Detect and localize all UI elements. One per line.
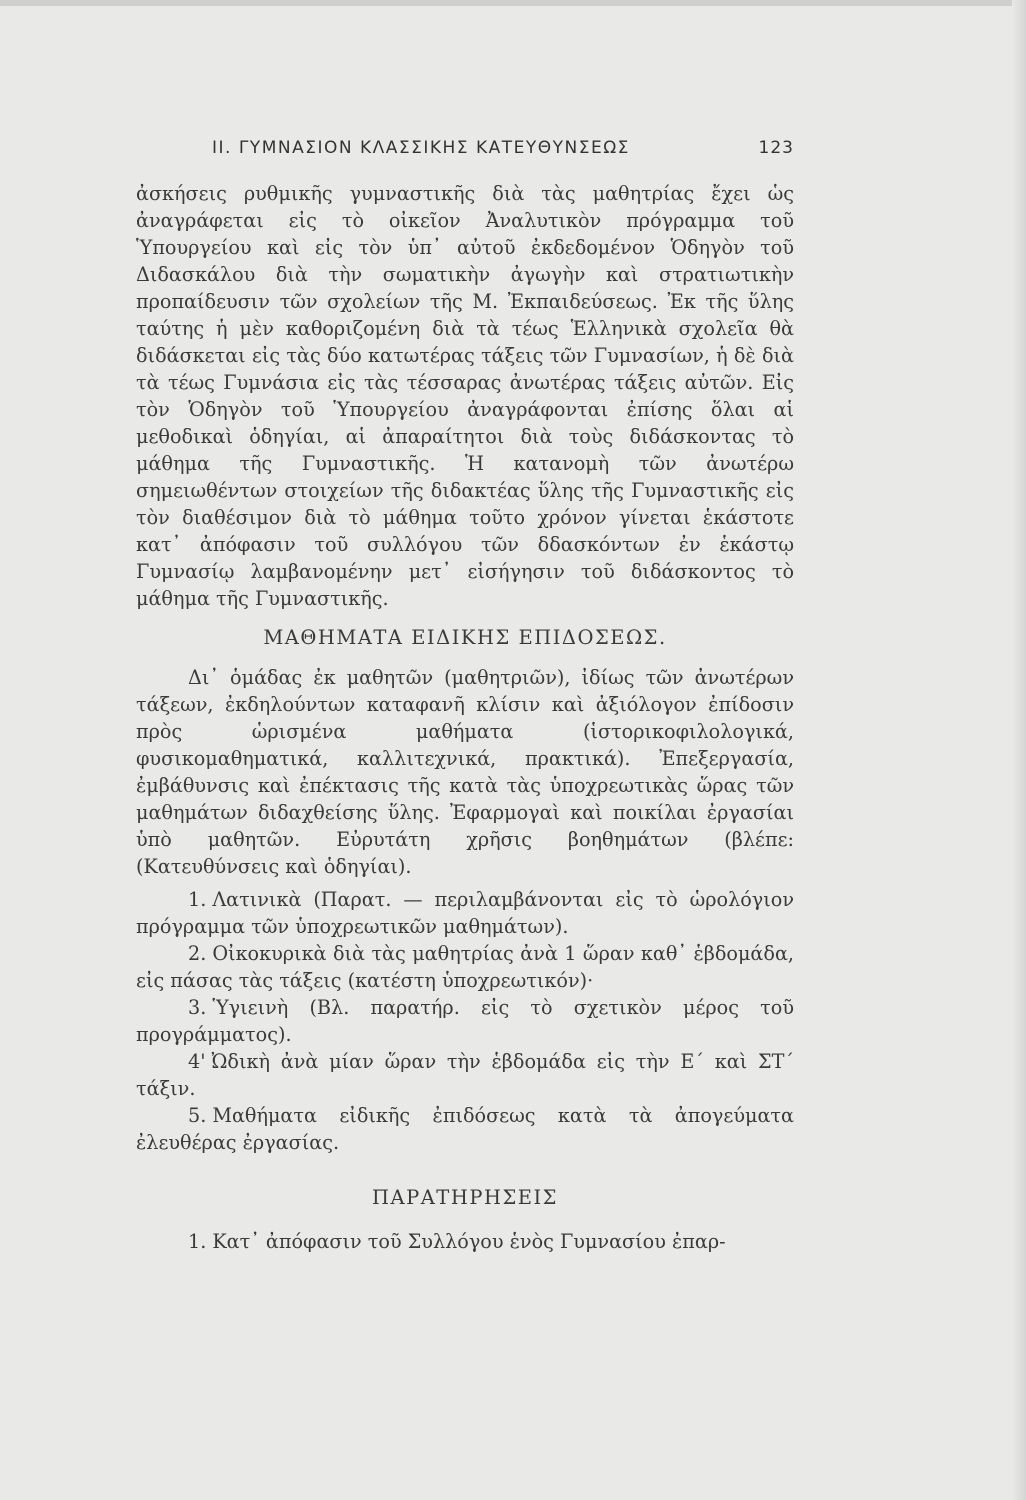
page-edge-top	[0, 0, 1026, 6]
list-item	[136, 1102, 794, 1156]
list-item	[136, 940, 794, 994]
list-item-text: Ὠδικὴ ἀνὰ μίαν ὥραν τὴν ἑβδομάδα εἰς τὴν Ε΄ καὶ ΣΤ΄ τάξιν.	[136, 1050, 794, 1100]
paragraph-physical-education: ἀσκήσεις ρυθμικῆς γυμναστικῆς διὰ τὰς μαθητρίας ἔχει ὡς ἀναγράφεται εἰς τὸ οἰκεῖον Ἀναλυτικὸν πρόγραμμα τοῦ Ὑπουργείου καὶ εἰς τὸν ὑπ᾽ αὐτοῦ ἐκδεδομένον Ὁδηγὸν τοῦ Διδασκάλου διὰ τὴν σωματικὴν ἀγωγὴν καὶ στρατιωτικὴν προπαίδευσιν τῶν σχολείων τῆς Μ. Ἐκπαιδεύσεως. Ἐκ τῆς ὕλης ταύτης ἡ μὲν καθοριζομένη διὰ τὰ τέως Ἑλληνικὰ σχολεῖα θὰ διδάσκεται εἰς τὰς δύο κατωτέρας τάξεις τῶν Γυμνασίων, ἡ δὲ διὰ τὰ τέως Γυμνάσια εἰς τὰς τέσσαρας ἀνωτέρας τάξεις αὐτῶν. Εἰς τὸν Ὁδηγὸν τοῦ Ὑπουργείου ἀναγράφονται ἐπίσης ὅλαι αἱ μεθοδικαὶ ὁδηγίαι, αἱ ἀπαραίτητοι διὰ τοὺς διδάσκοντας τὸ μάθημα τῆς Γυμναστικῆς. Ἡ κατανομὴ τῶν ἀνωτέρω σημειωθέντων στοιχείων τῆς διδακτέας ὕλης τῆς Γυμναστικῆς εἰς τὸν διαθέσιμον διὰ τὸ μάθημα τοῦτο χρόνον γίνεται ἑκάστοτε κατ᾽ ἀπόφασιν τοῦ συλλόγου τῶν δδασκόντων ἐν ἑκάστῳ Γυμνασίῳ λαμβανομένην μετ᾽ εἰσήγησιν τοῦ διδάσκοντος τὸ μάθημα τῆς Γυμναστικῆς.	[136, 182, 794, 610]
running-head-title: ΙΙ. ΓΥΜΝΑΣΙΟΝ ΚΛΑΣΣΙΚΗΣ ΚΑΤΕΥΘΥΝΣΕΩΣ	[212, 138, 630, 158]
page-edge-right	[1012, 0, 1026, 1500]
text-block	[136, 138, 794, 1255]
remark-item	[136, 1228, 794, 1255]
running-head	[136, 138, 794, 168]
list-item-text: Ὑγιεινὴ (Βλ. παρατήρ. εἰς τὸ σχετικὸν μέρος τοῦ προγράμματος).	[136, 996, 794, 1046]
list-item-number: 1.	[188, 888, 207, 911]
list-item-number: 5.	[188, 1104, 207, 1127]
paragraph-special-performance: Δι᾽ ὁμάδας ἐκ μαθητῶν (μαθητριῶν), ἰδίως τῶν ἀνωτέρων τάξεων, ἐκδηλούντων καταφανῆ κλίσιν καὶ ἀξιόλογον ἐπίδοσιν πρὸς ὡρισμένα μαθήματα (ἱστορικοφιλολογικά, φυσικομαθηματικά, καλλιτεχνικά, πρακτικά). Ἐπεξεργασία, ἐμβάθυνσις καὶ ἐπέκτασις τῆς κατὰ τὰς ὑποχρεωτικὰς ὥρας τῶν μαθημάτων διδαχθείσης ὕλης. Ἐφαρμογαὶ καὶ ποικίλαι ἐργασίαι ὑπὸ μαθητῶν. Εὐρυτάτη χρῆσις βοηθημάτων (βλέπε: (Κατευθύνσεις καὶ ὁδηγίαι).	[136, 666, 794, 878]
remark-item-text: Κατ᾽ ἀπόφασιν τοῦ Συλλόγου ἑνὸς Γυμνασίου ἐπαρ-	[212, 1230, 726, 1253]
section-heading-remarks: ΠΑΡΑΤΗΡΗΣΕΙΣ	[372, 1186, 558, 1209]
list-item-number: 2.	[188, 942, 207, 965]
list-item-text: Μαθήματα εἰδικῆς ἐπιδόσεως κατὰ τὰ ἀπογεύματα ἐλευθέρας ἐργασίας.	[136, 1104, 794, 1154]
list-item-number: 4'	[188, 1050, 206, 1073]
page-number: 123	[758, 138, 794, 158]
list-item-text: Οἰκοκυρικὰ διὰ τὰς μαθητρίας ἀνὰ 1 ὥραν καθ᾽ ἑβδομάδα, εἰς πάσας τὰς τάξεις (κατέστη ὑποχρεωτικόν)·	[136, 942, 794, 992]
list-item-text: Λατινικὰ (Παρατ. — περιλαμβάνονται εἰς τὸ ὡρολόγιον πρόγραμμα τῶν ὑποχρεωτικῶν μαθημάτων).	[136, 888, 794, 938]
list-item	[136, 1048, 794, 1102]
list-item	[136, 886, 794, 940]
list-item	[136, 994, 794, 1048]
section-heading-special-performance: ΜΑΘΗΜΑΤΑ ΕΙΔΙΚΗΣ ΕΠΙΔΟΣΕΩΣ.	[263, 626, 667, 649]
list-item-number: 3.	[188, 996, 207, 1019]
remark-item-number: 1.	[188, 1230, 207, 1253]
